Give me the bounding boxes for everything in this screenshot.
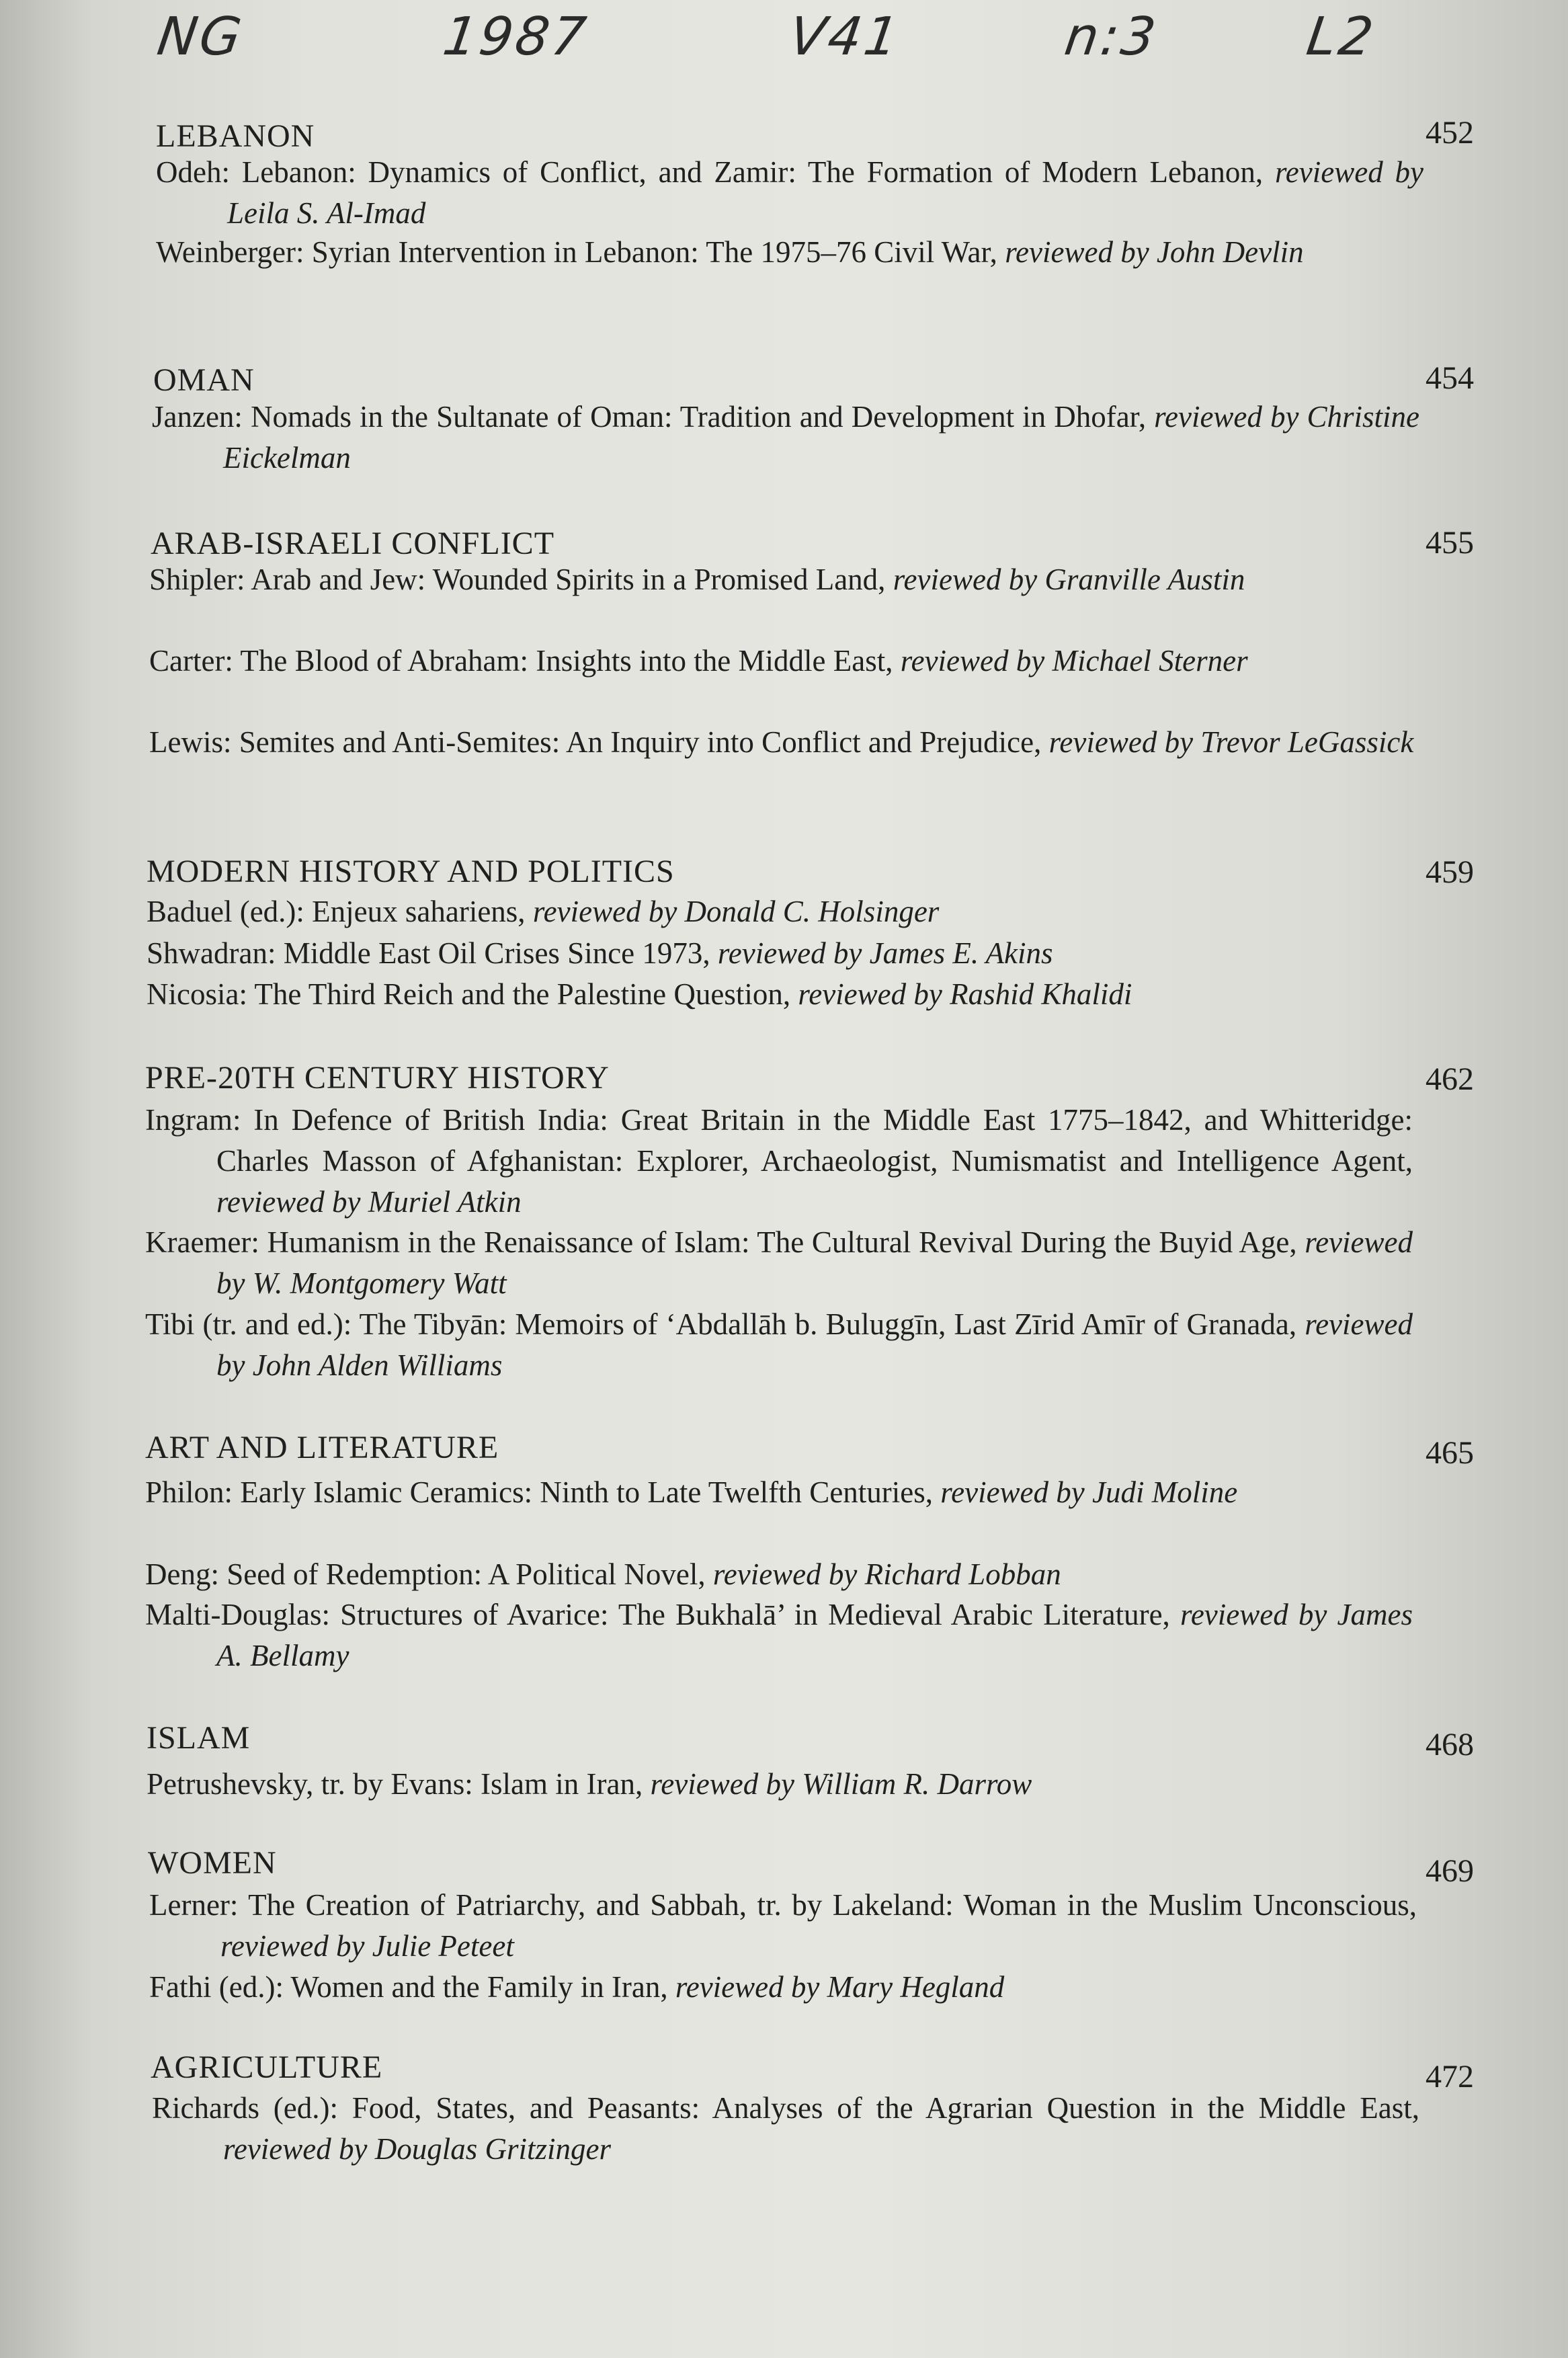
reviewer: reviewed by Leila S. Al-Imad	[227, 155, 1423, 230]
review-entry	[145, 1472, 1413, 1513]
review-entry	[152, 397, 1419, 479]
page-number: 455	[1426, 525, 1474, 561]
section-heading: PRE-20TH CENTURY HISTORY	[145, 1060, 610, 1096]
handwritten-mark: NG	[153, 7, 248, 67]
book-title: Fathi (ed.): Women and the Family in Iran,	[149, 1970, 675, 2004]
page-number: 462	[1426, 1061, 1474, 1097]
book-title: Carter: The Blood of Abraham: Insights into the Middle East,	[149, 644, 901, 678]
reviewer: reviewed by Trevor LeGassick	[1048, 725, 1414, 759]
section-heading: LEBANON	[156, 118, 315, 154]
review-entry	[156, 152, 1423, 234]
page-number: 454	[1426, 360, 1474, 396]
reviewer: reviewed by Christine Eickelman	[223, 400, 1419, 475]
section-heading: ISLAM	[147, 1720, 251, 1756]
review-entry	[149, 722, 1417, 763]
section-heading: ART AND LITERATURE	[145, 1430, 499, 1465]
section-heading: ARAB-ISRAELI CONFLICT	[151, 526, 555, 561]
review-entry	[147, 891, 1414, 932]
page-number: 459	[1426, 854, 1474, 890]
handwritten-mark: 1987	[439, 7, 592, 67]
book-title: Nicosia: The Third Reich and the Palestine Question,	[147, 977, 798, 1011]
review-entry	[147, 974, 1414, 1015]
book-title: Petrushevsky, tr. by Evans: Islam in Iran,	[147, 1767, 651, 1801]
section-heading: WOMEN	[148, 1845, 277, 1881]
review-entry	[152, 2088, 1419, 2170]
handwritten-mark: L2	[1303, 7, 1380, 67]
book-title: Shipler: Arab and Jew: Wounded Spirits in a Promised Land,	[149, 563, 893, 596]
review-entry	[149, 1885, 1417, 1967]
reviewer: reviewed by Douglas Gritzinger	[223, 2132, 612, 2166]
review-entry	[149, 641, 1417, 682]
page-number: 465	[1426, 1435, 1474, 1471]
review-entry	[145, 1554, 1413, 1595]
book-title: Baduel (ed.): Enjeux sahariens,	[147, 895, 533, 928]
reviewer: reviewed by Julie Peteet	[220, 1929, 514, 1963]
reviewer: reviewed by John Alden Williams	[216, 1307, 1413, 1382]
book-title: Deng: Seed of Redemption: A Political Novel,	[145, 1557, 713, 1591]
reviewer: reviewed by Rashid Khalidi	[798, 977, 1132, 1011]
review-entry	[145, 1222, 1413, 1304]
review-entry	[145, 1594, 1413, 1676]
book-title: Odeh: Lebanon: Dynamics of Conflict, and Zamir: The Formation of Modern Lebanon,	[156, 155, 1275, 189]
reviewer: reviewed by Donald C. Holsinger	[532, 895, 940, 928]
page-number: 468	[1426, 1727, 1474, 1762]
reviewer: reviewed by John Devlin	[1005, 235, 1304, 269]
book-title: Philon: Early Islamic Ceramics: Ninth to Late Twelfth Centuries,	[145, 1475, 941, 1509]
page-number: 472	[1426, 2059, 1474, 2095]
reviewer: reviewed by William R. Darrow	[650, 1767, 1032, 1801]
book-title: Malti-Douglas: Structures of Avarice: The Bukhalā’ in Medieval Arabic Literature,	[145, 1598, 1180, 1631]
reviewer: reviewed by Judi Moline	[940, 1475, 1238, 1509]
page-number: 452	[1426, 115, 1474, 151]
section-heading: AGRICULTURE	[151, 2049, 383, 2085]
review-entry	[145, 1100, 1413, 1223]
review-entry	[147, 933, 1414, 974]
reviewer: reviewed by Richard Lobban	[712, 1557, 1061, 1591]
reviewer: reviewed by Michael Sterner	[900, 644, 1248, 678]
section-heading: OMAN	[153, 362, 255, 398]
page-number: 469	[1426, 1853, 1474, 1889]
review-entry	[145, 1304, 1413, 1386]
reviewer: reviewed by W. Montgomery Watt	[216, 1225, 1413, 1300]
review-entry	[149, 559, 1417, 600]
reviewer: reviewed by James E. Akins	[717, 936, 1053, 970]
book-title: Richards (ed.): Food, States, and Peasants: Analyses of the Agrarian Question in the Middle East,	[152, 2091, 1419, 2125]
book-title: Weinberger: Syrian Intervention in Lebanon: The 1975–76 Civil War,	[156, 235, 1005, 269]
book-title: Tibi (tr. and ed.): The Tibyān: Memoirs of ‘Abdallāh b. Buluggīn, Last Zīrid Amīr of Granada,	[145, 1307, 1305, 1341]
handwritten-mark: V41	[785, 7, 905, 67]
reviewer: reviewed by Granville Austin	[893, 563, 1245, 596]
book-title: Lewis: Semites and Anti-Semites: An Inquiry into Conflict and Prejudice,	[149, 725, 1049, 759]
handwritten-annotations	[0, 0, 1568, 101]
reviewer: reviewed by Muriel Atkin	[216, 1185, 522, 1219]
book-title: Kraemer: Humanism in the Renaissance of Islam: The Cultural Revival During the Buyid Age,	[145, 1225, 1305, 1259]
book-title: Janzen: Nomads in the Sultanate of Oman: Tradition and Development in Dhofar,	[152, 400, 1155, 434]
book-title: Ingram: In Defence of British India: Great Britain in the Middle East 1775–1842, and Whitteridge: Charles Masson of Afghanistan: Explorer, Archaeologist, Numismatist and Intelligence Agent,	[145, 1103, 1413, 1178]
book-title: Shwadran: Middle East Oil Crises Since 1973,	[147, 936, 718, 970]
book-title: Lerner: The Creation of Patriarchy, and Sabbah, tr. by Lakeland: Woman in the Muslim Unconscious,	[149, 1888, 1417, 1922]
section-heading: MODERN HISTORY AND POLITICS	[147, 854, 675, 889]
handwritten-mark: n:3	[1061, 7, 1162, 67]
reviewer: reviewed by Mary Hegland	[675, 1970, 1005, 2004]
reviewer: reviewed by James A. Bellamy	[216, 1598, 1413, 1672]
review-entry	[149, 1967, 1417, 2008]
review-entry	[147, 1764, 1414, 1805]
review-entry	[156, 232, 1423, 273]
